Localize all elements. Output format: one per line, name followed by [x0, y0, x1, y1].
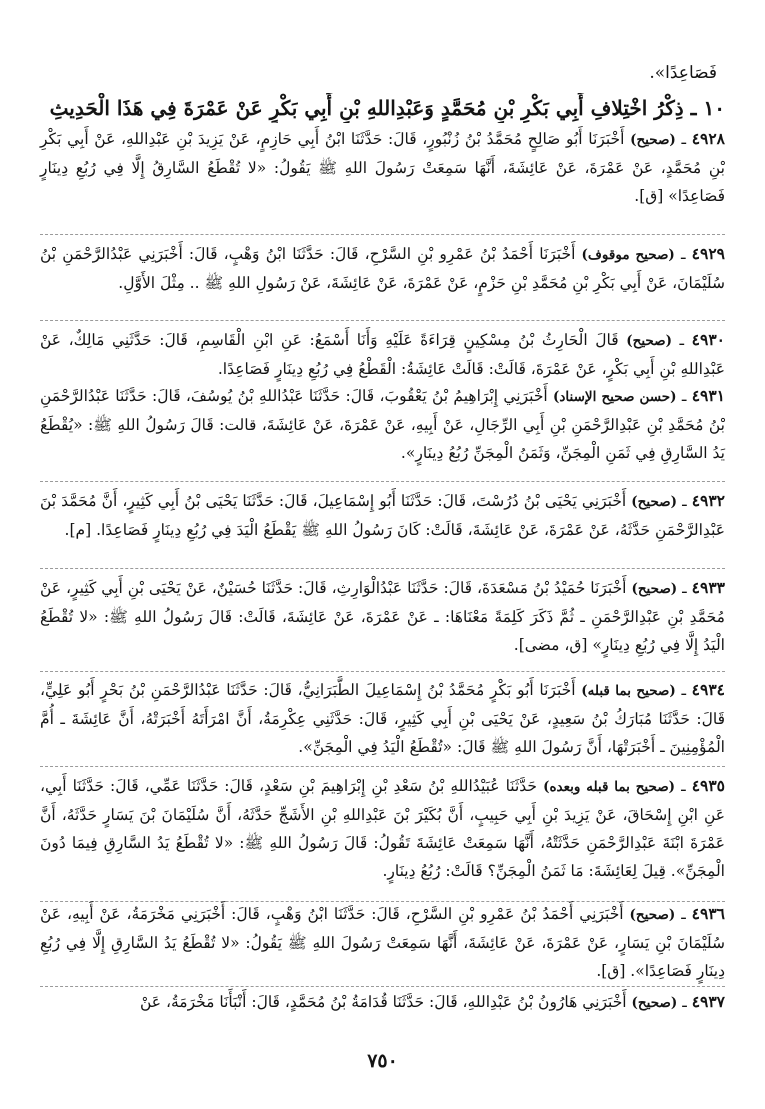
hadith-grade: (صحيح) [631, 995, 678, 1011]
chapter-heading: ١٠ ـ ذِكْرُ اخْتِلافِ أَبِي بَكْرِ بْنِ مُحَمَّدٍ وَعَبْدِاللهِ بْنِ أَبِي بَكْرٍ عَنْ عَمْرَةَ فِي هَذَا الْحَدِيثِ [49, 96, 725, 120]
hadith-number: ٤٩٣٦ [691, 904, 725, 923]
section-divider [40, 671, 725, 672]
hadith-text: أَخْبَرَنِي إِبْرَاهِيمُ بْنُ يَعْقُوبَ، قَالَ: حَدَّثَنَا عَبْدُاللهِ بْنُ يُوسُفَ، قَالَ: حَدَّثَنَا عَبْدُالرَّحْمَنِ بْنُ مُحَمَّدِ بْنِ عَبْدِالرَّحْمَنِ بْنِ أَبِي الرِّجَالِ، عَنْ أَبِيهِ، عَنْ عَمْرَةَ، عَنْ عَائِشَةَ، قالت: قَالَ رَسُولُ اللهِ ﷺ: «يُقْطَعُ يَدُ السَّارِقِ فِي ثَمَنِ الْمِجَنِّ، وَثَمَنُ الْمِجَنِّ رُبُعُ دِينَارٍ». [40, 387, 725, 462]
hadith-number: ٤٩٣٥ [691, 776, 725, 795]
hadith-text: أَخْبَرَنِي يَحْيَى بْنُ دُرُسْتَ، قَالَ: حَدَّثَنَا أَبُو إِسْمَاعِيلَ، قَالَ: حَدَّثَنَا يَحْيَى بْنُ أَبِي كَثِيرٍ، أَنَّ مُحَمَّدَ بْنَ عَبْدِالرَّحْمَنِ حَدَّثَهُ، عَنْ عَمْرَةَ، عَنْ عَائِشَةَ، قَالَتْ: كَانَ رَسُولُ اللهِ ﷺ يَقْطَعُ الْيَدَ فِي رُبُعِ دِينَارٍ فَصَاعِدًا. [م]. [40, 492, 725, 539]
hadith-number: ٤٩٣١ [691, 386, 725, 405]
page-number: ٧٥٠ [367, 1050, 398, 1072]
hadith-grade: (صحيح) [629, 907, 676, 923]
hadith-4932: ٤٩٣٢ ـ (صحيح) أَخْبَرَنِي يَحْيَى بْنُ دُرُسْتَ، قَالَ: حَدَّثَنَا أَبُو إِسْمَاعِيلَ، قَالَ: حَدَّثَنَا يَحْيَى بْنُ أَبِي كَثِيرٍ، أَنَّ مُحَمَّدَ بْنَ عَبْدِالرَّحْمَنِ حَدَّثَهُ، عَنْ عَمْرَةَ، عَنْ عَائِشَةَ، قَالَتْ: كَانَ رَسُولُ اللهِ ﷺ يَقْطَعُ الْيَدَ فِي رُبُعِ دِينَارٍ فَصَاعِدًا. [م]. [40, 491, 725, 539]
hadith-grade: (صحيح بما قبله وبعده) [543, 779, 676, 795]
section-divider [40, 766, 725, 767]
hadith-grade: (صحيح) [631, 581, 678, 597]
hadith-number: ٤٩٢٩ [691, 244, 725, 263]
hadith-number: ٤٩٣٠ [691, 330, 725, 349]
hadith-4935: ٤٩٣٥ ـ (صحيح بما قبله وبعده) حَدَّثَنَا عُبَيْدُاللهِ بْنُ سَعْدِ بْنِ إِبْرَاهِيمَ بْنِ سَعْدٍ، قَالَ: حَدَّثَنَا عَمِّي، قَالَ: حَدَّثَنَا أَبِي، عَنِ ابْنِ إِسْحَاقَ، عَنْ يَزِيدَ بْنِ أَبِي حَبِيبٍ، أَنَّ بُكَيْرَ بْنَ عَبْدِاللهِ بْنِ الأَشَجِّ حَدَّثَهُ، أَنَّ سُلَيْمَانَ بْنَ يَسَارٍ حَدَّثَهُ، أَنَّ عَمْرَةَ ابْنَةَ عَبْدِالرَّحْمَنِ حَدَّثَتْهُ، أَنَّهَا سَمِعَتْ عَائِشَةَ تَقُولُ: قَالَ رَسُولُ اللهِ ﷺ: «لا تُقْطَعُ يَدُ السَّارِقِ فِيمَا دُونَ الْمِجَنِّ». قِيلَ لِعَائِشَةَ: مَا ثَمَنُ الْمِجَنِّ؟ قَالَتْ: رُبُعُ دِينَارٍ. [40, 776, 725, 880]
hadith-text: قَالَ الْحَارِثُ بْنُ مِسْكِينٍ قِرَاءَةً عَلَيْهِ وَأَنَا أَسْمَعُ: عَنِ ابْنِ الْقَاسِمِ، قَالَ: حَدَّثَنِي مَالِكٌ، عَنْ عَبْدِاللهِ بْنِ أَبِي بَكْرٍ، عَنْ عَمْرَةَ، قَالَتْ: قَالَتْ عَائِشَةُ: الْقَطْعُ فِي رُبُعِ دِينَارٍ فَصَاعِدًا. [40, 331, 725, 378]
section-divider [40, 320, 725, 321]
hadith-number: ٤٩٣٧ [691, 992, 725, 1011]
section-divider [40, 234, 725, 235]
hadith-grade: (صحيح) [630, 132, 676, 148]
hadith-grade: (صحيح) [626, 333, 672, 349]
hadith-4930: ٤٩٣٠ ـ (صحيح) قَالَ الْحَارِثُ بْنُ مِسْكِينٍ قِرَاءَةً عَلَيْهِ وَأَنَا أَسْمَعُ: عَنِ ابْنِ الْقَاسِمِ، قَالَ: حَدَّثَنِي مَالِكٌ، عَنْ عَبْدِاللهِ بْنِ أَبِي بَكْرٍ، عَنْ عَمْرَةَ، قَالَتْ: قَالَتْ عَائِشَةُ: الْقَطْعُ فِي رُبُعِ دِينَارٍ فَصَاعِدًا. [40, 330, 725, 378]
hadith-4936: ٤٩٣٦ ـ (صحيح) أَخْبَرَنِي أَحْمَدُ بْنُ عَمْرِو بْنِ السَّرْحِ، قَالَ: حَدَّثَنَا ابْنُ وَهْبٍ، قَالَ: أَخْبَرَنِي مَخْرَمَةُ، عَنْ أَبِيهِ، عَنْ سُلَيْمَانَ بْنِ يَسَارٍ، عَنْ عَمْرَةَ، عَنْ عَائِشَةَ، أَنَّهَا سَمِعَتْ رَسُولَ اللهِ ﷺ يَقُولُ: «لا تُقْطَعُ يَدُ السَّارِقِ إِلَّا فِي رُبُعِ دِينَارٍ فَصَاعِدًا». [ق]. [40, 904, 725, 980]
hadith-number: ٤٩٣٣ [691, 578, 725, 597]
hadith-text: أَخْبَرَنَا أَبُو صَالِحٍ مُحَمَّدُ بْنُ زُنْبُورٍ، قَالَ: حَدَّثَنَا ابْنُ أَبِي حَازِمٍ، عَنْ يَزِيدَ بْنِ عَبْدِاللهِ، عَنْ أَبِي بَكْرِ بْنِ مُحَمَّدٍ، عَنْ عَمْرَةَ، عَنْ عَائِشَةَ، أَنَّهَا سَمِعَتْ رَسُولَ اللهِ ﷺ يَقُولُ: «لا تُقْطَعُ السَّارِقُ إِلَّا فِي رُبُعِ دِينَارٍ فَصَاعِدًا» [ق]. [40, 130, 725, 205]
hadith-text: حَدَّثَنَا عُبَيْدُاللهِ بْنُ سَعْدِ بْنِ إِبْرَاهِيمَ بْنِ سَعْدٍ، قَالَ: حَدَّثَنَا عَمِّي، قَالَ: حَدَّثَنَا أَبِي، عَنِ ابْنِ إِسْحَاقَ، عَنْ يَزِيدَ بْنِ أَبِي حَبِيبٍ، أَنَّ بُكَيْرَ بْنَ عَبْدِاللهِ بْنِ الأَشَجِّ حَدَّثَهُ، أَنَّ سُلَيْمَانَ بْنَ يَسَارٍ حَدَّثَهُ، أَنَّ عَمْرَةَ ابْنَةَ عَبْدِالرَّحْمَنِ حَدَّثَتْهُ، أَنَّهَا سَمِعَتْ عَائِشَةَ تَقُولُ: قَالَ رَسُولُ اللهِ ﷺ: «لا تُقْطَعُ يَدُ السَّارِقِ فِيمَا دُونَ الْمِجَنِّ». قِيلَ لِعَائِشَةَ: مَا ثَمَنُ الْمِجَنِّ؟ قَالَتْ: رُبُعُ دِينَارٍ. [40, 777, 725, 880]
hadith-number: ٤٩٣٤ [691, 680, 725, 699]
hadith-grade: (صحيح) [631, 494, 678, 510]
hadith-4929: ٤٩٢٩ ـ (صحيح موقوف) أَخْبَرَنَا أَحْمَدُ بْنُ عَمْرِو بْنِ السَّرْحِ، قَالَ: حَدَّثَنَا ابْنُ وَهْبٍ، قَالَ: أَخْبَرَنِي عَبْدُالرَّحْمَنِ بْنُ سُلَيْمَانَ، عَنْ أَبِي بَكْرِ بْنِ مُحَمَّدِ بْنِ حَزْمٍ، عَنْ عَمْرَةَ، عَنْ عَائِشَةَ، عَنْ رَسُولِ اللهِ ﷺ .. مِثْلَ الأَوَّلِ. [40, 244, 725, 292]
hadith-4931: ٤٩٣١ ـ (حسن صحيح الإسناد) أَخْبَرَنِي إِبْرَاهِيمُ بْنُ يَعْقُوبَ، قَالَ: حَدَّثَنَا عَبْدُاللهِ بْنُ يُوسُفَ، قَالَ: حَدَّثَنَا عَبْدُالرَّحْمَنِ بْنُ مُحَمَّدِ بْنِ عَبْدِالرَّحْمَنِ بْنِ أَبِي الرِّجَالِ، عَنْ أَبِيهِ، عَنْ عَمْرَةَ، عَنْ عَائِشَةَ، قالت: قَالَ رَسُولُ اللهِ ﷺ: «يُقْطَعُ يَدُ السَّارِقِ فِي ثَمَنِ الْمِجَنِّ، وَثَمَنُ الْمِجَنِّ رُبُعُ دِينَارٍ». [40, 386, 725, 462]
hadith-4928: ٤٩٢٨ ـ (صحيح) أَخْبَرَنَا أَبُو صَالِحٍ مُحَمَّدُ بْنُ زُنْبُورٍ، قَالَ: حَدَّثَنَا ابْنُ أَبِي حَازِمٍ، عَنْ يَزِيدَ بْنِ عَبْدِاللهِ، عَنْ أَبِي بَكْرِ بْنِ مُحَمَّدٍ، عَنْ عَمْرَةَ، عَنْ عَائِشَةَ، أَنَّهَا سَمِعَتْ رَسُولَ اللهِ ﷺ يَقُولُ: «لا تُقْطَعُ السَّارِقُ إِلَّا فِي رُبُعِ دِينَارٍ فَصَاعِدًا» [ق]. [40, 129, 725, 205]
hadith-grade: (صحيح بما قبله) [581, 683, 676, 699]
hadith-grade: (صحيح موقوف) [581, 247, 675, 263]
hadith-4937: ٤٩٣٧ ـ (صحيح) أَخْبَرَنِي هَارُونُ بْنُ عَبْدِاللهِ، قَالَ: حَدَّثَنَا قُدَامَةُ بْنُ مُحَمَّدٍ، قَالَ: أَنْبَأَنَا مَخْرَمَةُ، عَنْ [139, 992, 725, 1011]
hadith-text: أَخْبَرَنَا أَبُو بَكْرٍ مُحَمَّدُ بْنُ إِسْمَاعِيلَ الطَّبَرَانِيُّ، قَالَ: حَدَّثَنَا عَبْدُالرَّحْمَنِ بْنُ بَحْرٍ أَبُو عَلِيٍّ، قَالَ: حَدَّثَنَا مُبَارَكُ بْنُ سَعِيدٍ، عَنْ يَحْيَى بْنِ أَبِي كَثِيرٍ، قَالَ: حَدَّثَنِي عِكْرِمَةُ، أَنَّ امْرَأَتَهُ أَخْبَرَتْهُ، أَنَّ عَائِشَةَ ـ أُمَّ الْمُؤْمِنِينَ ـ أَخْبَرَتْهَا، أَنَّ رَسُولَ اللهِ ﷺ قَالَ: «تُقْطَعُ الْيَدُ فِي الْمِجَنِّ». [40, 681, 725, 756]
hadith-number: ٤٩٣٢ [691, 491, 725, 510]
hadith-4933: ٤٩٣٣ ـ (صحيح) أَخْبَرَنَا حُمَيْدُ بْنُ مَسْعَدَةَ، قَالَ: حَدَّثَنَا عَبْدُالْوَارِثِ، قَالَ: حَدَّثَنَا حُسَيْنٌ، عَنْ يَحْيَى بْنِ أَبِي كَثِيرٍ، عَنْ مُحَمَّدِ بْنِ عَبْدِالرَّحْمَنِ ـ ثُمَّ ذَكَرَ كَلِمَةً مَعْنَاهَا: ـ عَنْ عَمْرَةَ، عَنْ عَائِشَةَ، قَالَتْ: قَالَ رَسُولُ اللهِ ﷺ: «لا تُقْطَعُ الْيَدُ إِلَّا فِي رُبُعِ دِينَارٍ» [ق، مضى]. [40, 578, 725, 654]
hadith-text: أَخْبَرَنِي أَحْمَدُ بْنُ عَمْرِو بْنِ السَّرْحِ، قَالَ: حَدَّثَنَا ابْنُ وَهْبٍ، قَالَ: أَخْبَرَنِي مَخْرَمَةُ، عَنْ أَبِيهِ، عَنْ سُلَيْمَانَ بْنِ يَسَارٍ، عَنْ عَمْرَةَ، عَنْ عَائِشَةَ، أَنَّهَا سَمِعَتْ رَسُولَ اللهِ ﷺ يَقُولُ: «لا تُقْطَعُ يَدُ السَّارِقِ إِلَّا فِي رُبُعِ دِينَارٍ فَصَاعِدًا». [ق]. [40, 905, 725, 980]
section-divider [40, 986, 725, 987]
hadith-4934: ٤٩٣٤ ـ (صحيح بما قبله) أَخْبَرَنَا أَبُو بَكْرٍ مُحَمَّدُ بْنُ إِسْمَاعِيلَ الطَّبَرَانِيُّ، قَالَ: حَدَّثَنَا عَبْدُالرَّحْمَنِ بْنُ بَحْرٍ أَبُو عَلِيٍّ، قَالَ: حَدَّثَنَا مُبَارَكُ بْنُ سَعِيدٍ، عَنْ يَحْيَى بْنِ أَبِي كَثِيرٍ، قَالَ: حَدَّثَنِي عِكْرِمَةُ، أَنَّ امْرَأَتَهُ أَخْبَرَتْهُ، أَنَّ عَائِشَةَ ـ أُمَّ الْمُؤْمِنِينَ ـ أَخْبَرَتْهَا، أَنَّ رَسُولَ اللهِ ﷺ قَالَ: «تُقْطَعُ الْيَدُ فِي الْمِجَنِّ». [40, 680, 725, 756]
hadith-text: أَخْبَرَنَا أَحْمَدُ بْنُ عَمْرِو بْنِ السَّرْحِ، قَالَ: حَدَّثَنَا ابْنُ وَهْبٍ، قَالَ: أَخْبَرَنِي عَبْدُالرَّحْمَنِ بْنُ سُلَيْمَانَ، عَنْ أَبِي بَكْرِ بْنِ مُحَمَّدِ بْنِ حَزْمٍ، عَنْ عَمْرَةَ، عَنْ عَائِشَةَ، عَنْ رَسُولِ اللهِ ﷺ .. مِثْلَ الأَوَّلِ. [40, 245, 725, 292]
hadith-text: أَخْبَرَنِي هَارُونُ بْنُ عَبْدِاللهِ، قَالَ: حَدَّثَنَا قُدَامَةُ بْنُ مُحَمَّدٍ، قَالَ: أَنْبَأَنَا مَخْرَمَةُ، عَنْ [139, 993, 627, 1011]
hadith-text: أَخْبَرَنَا حُمَيْدُ بْنُ مَسْعَدَةَ، قَالَ: حَدَّثَنَا عَبْدُالْوَارِثِ، قَالَ: حَدَّثَنَا حُسَيْنٌ، عَنْ يَحْيَى بْنِ أَبِي كَثِيرٍ، عَنْ مُحَمَّدِ بْنِ عَبْدِالرَّحْمَنِ ـ ثُمَّ ذَكَرَ كَلِمَةً مَعْنَاهَا: ـ عَنْ عَمْرَةَ، عَنْ عَائِشَةَ، قَالَتْ: قَالَ رَسُولُ اللهِ ﷺ: «لا تُقْطَعُ الْيَدُ إِلَّا فِي رُبُعِ دِينَارٍ» [ق، مضى]. [40, 579, 725, 654]
continued-text: فَصَاعِدًا». [649, 63, 717, 83]
hadith-number: ٤٩٢٨ [691, 129, 725, 148]
section-divider [40, 481, 725, 482]
hadith-grade: (حسن صحيح الإسناد) [553, 389, 677, 405]
section-divider [40, 568, 725, 569]
